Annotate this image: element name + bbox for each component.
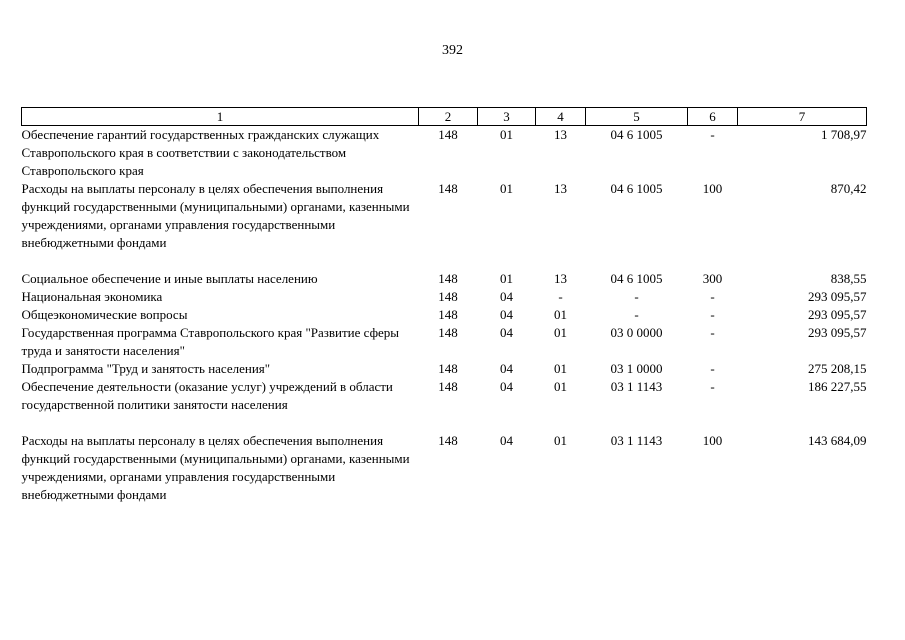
row-target-article: 03 1 1143 — [610, 433, 663, 448]
row-target-article: 04 6 1005 — [610, 127, 663, 142]
column-number: 7 — [738, 108, 867, 126]
row-target-article: 04 6 1005 — [610, 271, 663, 286]
row-target-article: 04 6 1005 — [610, 181, 663, 196]
column-number-row — [22, 108, 867, 126]
row-expense-type: - — [710, 127, 715, 142]
row-subsection: 13 — [554, 127, 567, 142]
row-ved: 148 — [438, 361, 458, 376]
row-target-article: 03 0 0000 — [610, 325, 663, 340]
row-ved: 148 — [438, 289, 458, 304]
row-subsection: - — [558, 289, 563, 304]
row-subsection: 01 — [554, 433, 567, 448]
row-target-article: - — [634, 307, 639, 322]
row-expense-type: 100 — [702, 433, 723, 448]
table-row — [22, 288, 867, 306]
table-row — [22, 324, 867, 360]
row-name: Обеспечение деятельности (оказание услуг) учреждений в области государственной политики занятости населения — [21, 379, 393, 412]
row-amount: 293 095,57 — [808, 307, 867, 322]
row-expense-type: 300 — [702, 271, 723, 286]
row-name: Государственная программа Ставропольского края "Развитие сферы труда и занятости населения" — [21, 325, 400, 358]
row-subsection: 13 — [554, 271, 567, 286]
row-section: 01 — [500, 181, 513, 196]
row-section: 01 — [500, 127, 513, 142]
column-number: 6 — [688, 108, 738, 126]
row-ved: 148 — [438, 271, 458, 286]
row-subsection: 01 — [554, 379, 567, 394]
row-section: 04 — [500, 361, 513, 376]
row-expense-type: - — [710, 289, 715, 304]
row-amount: 1 708,97 — [821, 127, 867, 142]
row-subsection: 01 — [554, 361, 567, 376]
row-expense-type: - — [710, 361, 715, 376]
column-number: 2 — [419, 108, 478, 126]
row-section: 04 — [500, 433, 513, 448]
row-ved: 148 — [438, 181, 458, 196]
row-target-article: 03 1 0000 — [610, 361, 663, 376]
row-amount: 186 227,55 — [808, 379, 867, 394]
row-section: 01 — [500, 271, 513, 286]
row-amount: 293 095,57 — [808, 325, 867, 340]
row-amount: 838,55 — [830, 271, 867, 286]
column-number: 5 — [586, 108, 688, 126]
row-target-article: - — [634, 289, 639, 304]
row-subsection: 01 — [554, 307, 567, 322]
row-expense-type: - — [710, 325, 715, 340]
budget-table — [21, 107, 867, 504]
row-section: 04 — [500, 325, 513, 340]
column-number: 4 — [536, 108, 586, 126]
table-row — [22, 180, 867, 252]
row-ved: 148 — [438, 127, 458, 142]
table-row — [22, 378, 867, 414]
row-name: Национальная экономика — [21, 289, 163, 304]
row-subsection: 01 — [554, 325, 567, 340]
blank-row — [22, 414, 867, 432]
blank-row — [22, 252, 867, 270]
row-expense-type: - — [710, 379, 715, 394]
row-name: Общеэкономические вопросы — [21, 307, 188, 322]
row-section: 04 — [500, 289, 513, 304]
table-row — [22, 432, 867, 504]
column-number: 3 — [478, 108, 536, 126]
table-row — [22, 306, 867, 324]
page-number: 392 — [442, 43, 463, 58]
row-name: Расходы на выплаты персоналу в целях обеспечения выполнения функций государственными (муниципальными) органами, казенными учреждениями, органами управления государственными внебюджетными фондами — [21, 433, 410, 502]
row-subsection: 13 — [554, 181, 567, 196]
row-expense-type: 100 — [702, 181, 723, 196]
table-row — [22, 360, 867, 378]
row-name: Обеспечение гарантий государственных гражданских служащих Ставропольского края в соответствии с законодательством Ставропольского края — [21, 127, 380, 178]
row-amount: 143 684,09 — [808, 433, 867, 448]
row-amount: 275 208,15 — [808, 361, 867, 376]
row-section: 04 — [500, 307, 513, 322]
row-name: Подпрограмма "Труд и занятость населения" — [21, 361, 271, 376]
table-row — [22, 126, 867, 181]
row-expense-type: - — [710, 307, 715, 322]
row-target-article: 03 1 1143 — [610, 379, 663, 394]
row-name: Социальное обеспечение и иные выплаты населению — [21, 271, 318, 286]
row-ved: 148 — [438, 433, 458, 448]
row-name: Расходы на выплаты персоналу в целях обеспечения выполнения функций государственными (муниципальными) органами, казенными учреждениями, органами управления государственными внебюджетными фондами — [21, 181, 410, 250]
column-number: 1 — [22, 108, 419, 126]
row-amount: 293 095,57 — [808, 289, 867, 304]
table-row — [22, 270, 867, 288]
row-section: 04 — [500, 379, 513, 394]
row-ved: 148 — [438, 307, 458, 322]
row-amount: 870,42 — [830, 181, 867, 196]
row-ved: 148 — [438, 379, 458, 394]
row-ved: 148 — [438, 325, 458, 340]
